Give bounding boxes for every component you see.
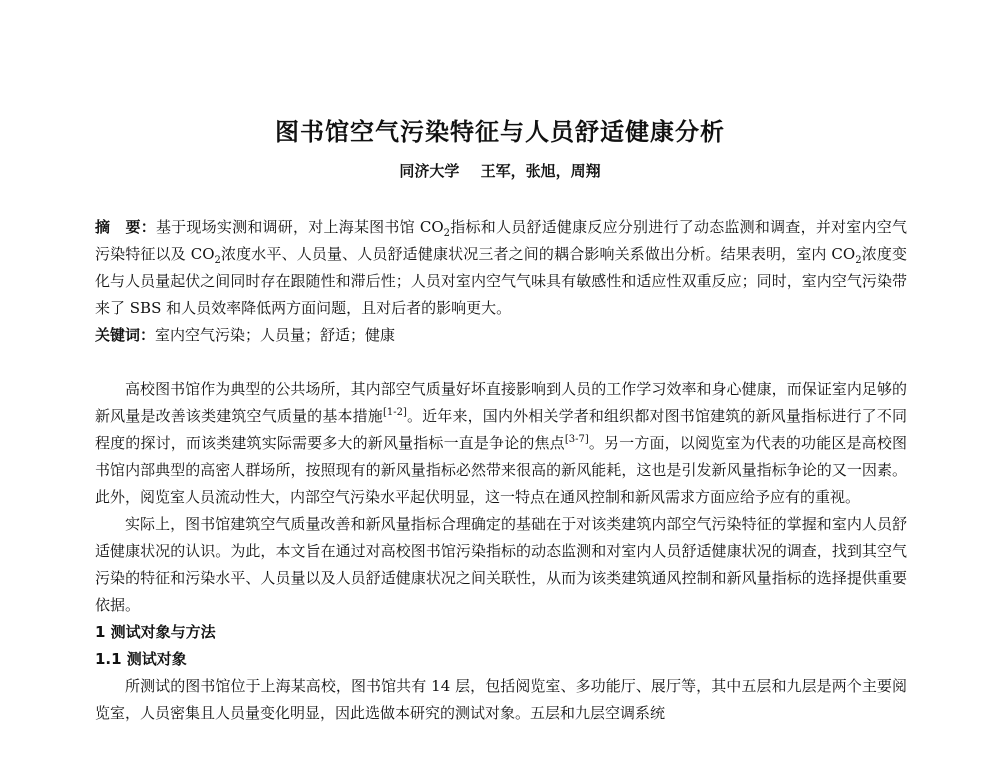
paragraph-3: 所测试的图书馆位于上海某高校，图书馆共有 14 层，包括阅览室、多功能厅、展厅等，其中五层和九层是两个主要阅览室，人员密集且人员量变化明显，因此选做本研究的测试对象。五层和九层空调系统: [95, 677, 907, 722]
section-heading-1: 1 测试对象与方法: [95, 623, 216, 641]
body-text: [95, 376, 907, 727]
abstract: [95, 214, 907, 322]
abstract-text-2: 指标和人员舒适健康反应分别进行了动态监测和调查，并对室内空气污染特征以及 CO: [95, 218, 907, 263]
paper-title: 图书馆空气污染特征与人员舒适健康分析: [275, 118, 725, 146]
abstract-subscript-1: 2: [443, 228, 451, 239]
keywords-text: 室内空气污染；人员量；舒适；健康: [155, 326, 396, 344]
author-line: [0, 160, 1000, 181]
keywords-label: 关键词：: [95, 326, 156, 344]
keywords: [95, 322, 907, 349]
citation-3-7: [3-7]: [564, 434, 589, 445]
abstract-text-4: 浓度变化与人员量起伏之间同时存在跟随性和滞后性；人员对室内空气气味具有敏感性和适应性双重反应；同时，室内空气污染带来了 SBS 和人员效率降低两方面问题，且对后者的影响更大。: [95, 245, 908, 317]
abstract-text-3: 浓度水平、人员量、人员舒适健康状况三者之间的耦合影响关系做出分析。结果表明，室内 CO: [220, 245, 856, 263]
paragraph-1-part-a: 高校图书馆作为典型的公共场所，其内部空气质量好坏直接影响到人员的工作学习效率和身心健康，而保证室内足够的新风量是改善该类建筑空气质量的基本措施: [95, 380, 907, 425]
paragraph-1: [95, 376, 907, 511]
abstract-label: 摘 要：: [95, 218, 156, 236]
abstract-subscript-2: 2: [214, 255, 221, 266]
abstract-text-1: 基于现场实测和调研，对上海某图书馆 CO: [155, 218, 444, 236]
abstract-subscript-3: 2: [855, 255, 862, 266]
section-heading-1-1: 1.1 测试对象: [95, 650, 187, 668]
author-names: 王军，张旭，周翔: [480, 162, 601, 180]
citation-1-2: [1-2]: [382, 407, 407, 418]
paragraph-2: 实际上，图书馆建筑空气质量改善和新风量指标合理确定的基础在于对该类建筑内部空气污染特征的掌握和室内人员舒适健康状况的认识。为此，本文旨在通过对高校图书馆污染指标的动态监测和对室内人员舒适健康状况的调查，找到其空气污染的特征和污染水平、人员量以及人员舒适健康状况之间关联性，从而为该类建筑通风控制和新风量指标的选择提供重要依据。: [95, 515, 907, 614]
paragraph-1-part-c: 。另一方面，以阅览室为代表的功能区是高校图书馆内部典型的高密人群场所，按照现有的新风量指标必然带来很高的新风能耗，这也是引发新风量指标争论的又一因素。此外，阅览室人员流动性大，内部空气污染水平起伏明显，这一特点在通风控制和新风需求方面应给予应有的重视。: [95, 434, 907, 506]
paragraph-1-part-b: 。近年来，国内外相关学者和组织都对图书馆建筑的新风量指标进行了不同程度的探讨，而该类建筑实际需要多大的新风量指标一直是争论的焦点: [95, 407, 907, 452]
affiliation: 同济大学: [399, 162, 460, 180]
